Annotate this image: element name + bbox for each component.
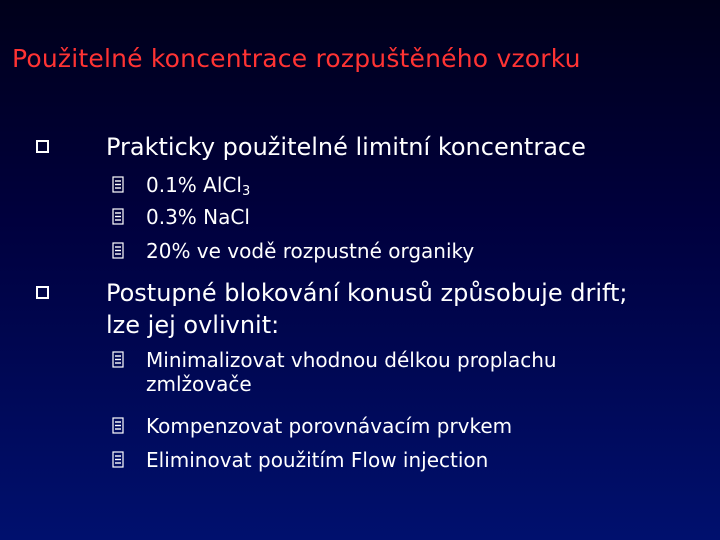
hollow-square-bullet-icon: [36, 140, 49, 153]
subpoint-text: Minimalizovat vhodnou délkou proplachu zmlžovače: [146, 348, 557, 396]
subscript: 3: [241, 184, 251, 199]
numbered-marker-icon: [112, 417, 124, 434]
numbered-marker-icon: [112, 351, 124, 368]
hollow-square-bullet-icon: [36, 286, 49, 299]
bullet-point-text: Prakticky použitelné limitní koncentrace: [106, 133, 586, 161]
bullet-point-text: Postupné blokování konusů způsobuje drift; lze jej ovlivnit:: [106, 279, 628, 339]
numbered-marker-icon: [112, 208, 124, 225]
numbered-marker-icon: [112, 176, 124, 193]
numbered-marker-icon: [112, 451, 124, 468]
subpoint-text: 20% ve vodě rozpustné organiky: [146, 239, 475, 263]
subpoint-text: [146, 173, 626, 197]
subpoint-text: 0.3% NaCl: [146, 205, 250, 229]
subpoint-text: Kompenzovat porovnávacím prvkem: [146, 414, 513, 438]
numbered-marker-icon: [112, 242, 124, 259]
slide-title: Použitelné koncentrace rozpuštěného vzorku: [12, 44, 581, 73]
subpoint-text-main: 0.1% AlCl: [146, 173, 242, 197]
subpoint-text: Eliminovat použitím Flow injection: [146, 448, 489, 472]
